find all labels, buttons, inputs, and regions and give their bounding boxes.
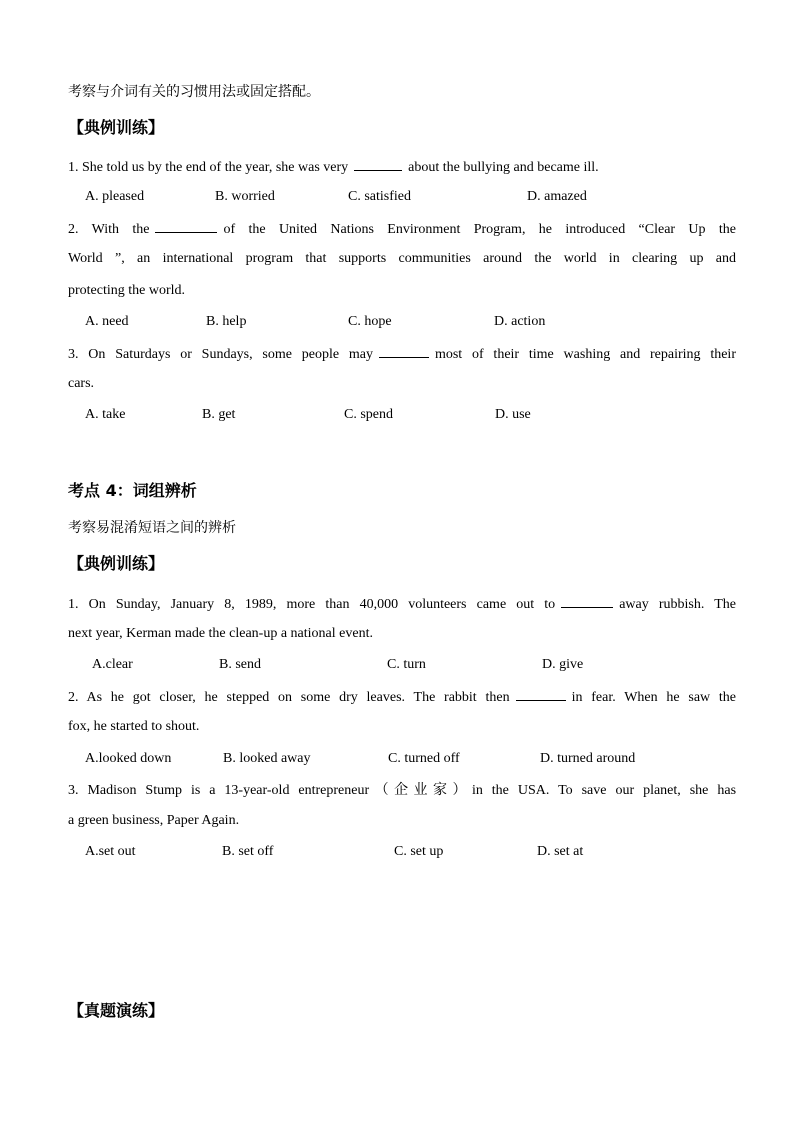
intro-text: 考察与介词有关的习惯用法或固定搭配。 (68, 84, 320, 100)
question-text-line: next year, Kerman made the clean-up a national event. (68, 626, 373, 641)
question-text: 1. On Sunday, January 8, 1989, more than 40,000 volunteers came out to (68, 597, 556, 612)
question-text-line: a green business, Paper Again. (68, 813, 240, 828)
question-text-line: World ”, an international program that supports communities around the world in clearing up and (68, 251, 736, 266)
question-text-line: fox, he started to shout. (68, 719, 200, 734)
chinese-gloss: （企业家） (369, 782, 472, 798)
section-intro-text: 考察易混淆短语之间的辨析 (68, 520, 236, 536)
option-b: B. looked away (223, 751, 311, 766)
question-text: about the bullying and became ill. (408, 160, 599, 175)
question-text: away rubbish. The (619, 597, 736, 612)
option-d: D. give (542, 657, 584, 672)
question-2-3 (68, 780, 736, 801)
question-2-2 (68, 686, 736, 708)
answer-blank[interactable] (379, 343, 429, 358)
heading-example-training-2: 【典例训练】 (68, 554, 165, 573)
option-b: B. help (206, 314, 247, 329)
question-text-line: cars. (68, 376, 95, 391)
question-text: 3. On Saturdays or Sundays, some people may (68, 347, 373, 362)
question-text: in fear. When he saw the (571, 690, 737, 705)
answer-blank[interactable] (155, 218, 217, 233)
question-text: 1. She told us by the end of the year, she was very (68, 160, 349, 175)
option-d: D. action (494, 314, 546, 329)
option-d: D. amazed (527, 189, 587, 204)
option-a: A.looked down (85, 751, 172, 766)
option-a: A.clear (92, 657, 133, 672)
option-d: D. set at (537, 844, 584, 859)
question-text: 2. As he got closer, he stepped on some dry leaves. The rabbit then (68, 690, 510, 705)
option-b: B. send (219, 657, 261, 672)
option-d: D. turned around (540, 751, 636, 766)
question-text: 3. Madison Stump is a 13-year-old entrepreneur (68, 783, 370, 798)
heading-real-exam-practice: 【真题演练】 (68, 1001, 165, 1020)
question-1-2 (68, 218, 736, 240)
question-1-1 (68, 156, 736, 178)
option-c: C. turn (387, 657, 426, 672)
option-b: B. get (202, 407, 236, 422)
question-text: of the United Nations Environment Program, he introduced “Clear Up the (223, 222, 736, 237)
option-c: C. spend (344, 407, 393, 422)
answer-blank[interactable] (516, 686, 566, 701)
option-b: B. worried (215, 189, 275, 204)
option-d: D. use (495, 407, 531, 422)
option-c: C. set up (394, 844, 444, 859)
option-a: A.set out (85, 844, 136, 859)
option-a: A. need (85, 314, 129, 329)
option-c: C. satisfied (348, 189, 411, 204)
question-1-3 (68, 343, 736, 365)
option-a: A. pleased (85, 189, 145, 204)
heading-example-training-1: 【典例训练】 (68, 118, 165, 137)
question-text: most of their time washing and repairing their (434, 347, 736, 362)
option-c: C. hope (348, 314, 392, 329)
option-a: A. take (85, 407, 126, 422)
option-c: C. turned off (388, 751, 460, 766)
option-b: B. set off (222, 844, 274, 859)
question-text: 2. With the (68, 222, 150, 237)
question-text: in the USA. To save our planet, she has (471, 783, 737, 798)
question-text-line: protecting the world. (68, 283, 186, 298)
question-2-1 (68, 593, 736, 615)
answer-blank[interactable] (354, 156, 402, 171)
section-title-kaodian-4: 考点 4：词组辨析 (68, 481, 197, 500)
answer-blank[interactable] (561, 593, 613, 608)
